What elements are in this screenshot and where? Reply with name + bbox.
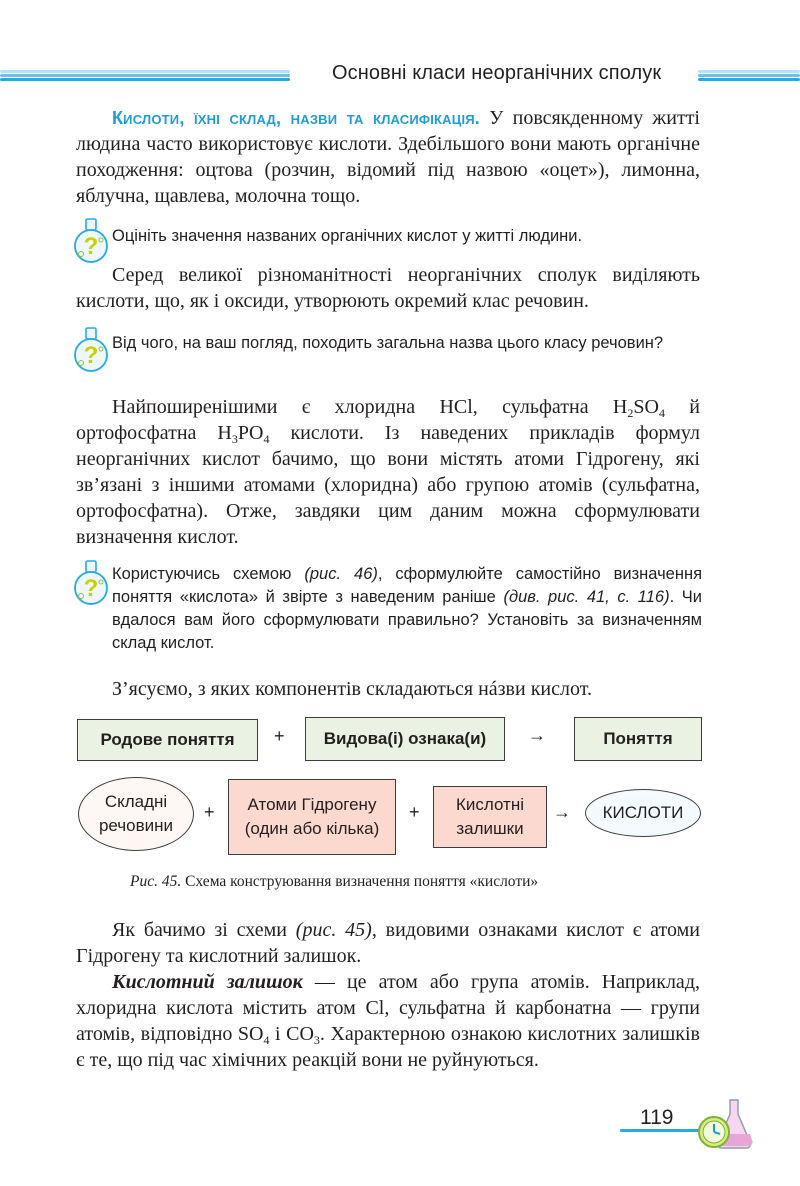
scheme-arrow: → — [553, 802, 571, 822]
paragraph-3: Найпоширенішими є хлоридна HCl, сульфатна $H_2SO_4$ й ортофосфатна $H_3PO_4$ кислоти. Із наведених прикладів формул неорганічних кислот бачимо, що вони містять атоми Гідрогену, які зв’язані з іншими атомами (хлоридна) або групою атомів (сульфатна, ортофосфатна). Отже, завдяки цим даним можна сформулювати визначення кислот. — [76, 396, 701, 548]
paragraph-6: Кислотний залишок — це атом або група атомів. Наприклад, хлоридна кислота містить атом Cl, сульфатна й карбонатна — групи атомів, відповідно $SO_4$ і $CO_3$. Характерною ознакою кислотних залишків є те, що під час хімічних реакцій вони не руйнуються. — [76, 971, 701, 1071]
running-header: Основні класи неорганічних сполук — [332, 62, 662, 84]
header-rule-right — [698, 70, 800, 82]
question-1: Оцініть значення названих органічних кислот у житті людини. — [112, 227, 583, 245]
svg-text:?: ? — [83, 575, 99, 602]
scheme-acid-residues-box: Кислотні залишки — [433, 786, 547, 848]
section-heading: Кислоти, їхні склад, назви та класифікація. — [112, 108, 481, 128]
scheme-plus: + — [409, 802, 420, 822]
intro-paragraph: Кислоти, їхні склад, назви та класифікація. У повсякденному житті людина часто використовує кислоти. Здебільшого вони мають органічне походження: оцтова (розчин, відомий під назвою «оцет»), лимонна, яблучна, щавлева, молочна тощо. — [76, 107, 700, 207]
scheme-concept-box: Поняття — [574, 717, 702, 761]
paragraph-2: Серед великої різноманітності неорганічних сполук виділяють кислоти, що, як і оксиди, утворюють окремий клас речовин. — [76, 264, 700, 312]
question-flask-icon — [72, 560, 110, 606]
header-rule-left — [0, 70, 290, 82]
defined-term: Кислотний залишок — [112, 971, 303, 993]
scheme-complex-substances-ellipse: Складні речовини — [78, 777, 194, 851]
scheme-acids-ellipse: КИСЛОТИ — [585, 789, 701, 837]
question-3: Користуючись схемою (рис. 46), сформулюйте самостійно визначення поняття «кислота» й звірте з наведеним раніше (див. рис. 41, с. 116). Чи вдалося вам його сформулювати правильно? Установіть за визначенням склад кислот. — [112, 565, 702, 652]
paragraph-5: Як бачимо зі схеми (рис. 45), видовими ознаками кислот є атоми Гідрогену та кислотний залишок. — [76, 919, 700, 967]
figure-caption: Рис. 45. Схема конструювання визначення поняття «кислоти» — [130, 873, 539, 890]
question-flask-icon — [72, 218, 110, 264]
scheme-plus: + — [204, 802, 215, 822]
clock-flask-icon — [696, 1096, 754, 1154]
paragraph-4: З’ясуємо, з яких компонентів складаються нáзви кислот. — [112, 678, 592, 700]
scheme-plus: + — [274, 726, 285, 746]
scheme-hydrogen-atoms-box: Атоми Гідрогену (один або кілька) — [228, 779, 396, 855]
svg-text:?: ? — [83, 233, 99, 260]
question-2: Від чого, на ваш погляд, походить загальна назва цього класу речовин? — [112, 334, 664, 352]
scheme-generic-concept-box: Родове поняття — [77, 719, 258, 761]
scheme-specific-feature-box: Видова(і) ознака(и) — [305, 717, 505, 761]
scheme-arrow: → — [528, 725, 546, 745]
page-number: 119 — [640, 1106, 674, 1129]
svg-text:?: ? — [83, 342, 99, 369]
question-flask-icon — [72, 327, 110, 373]
